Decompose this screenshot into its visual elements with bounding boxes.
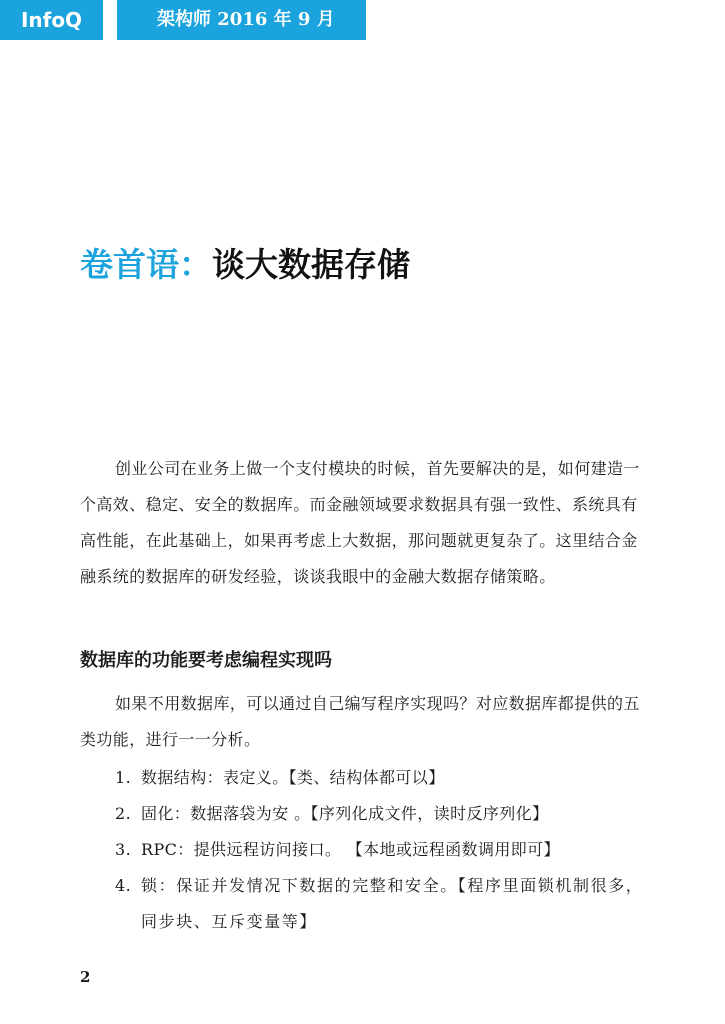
brand-logo: InfoQ — [0, 0, 103, 40]
list-item — [115, 760, 645, 796]
list-item-number: 4. — [115, 876, 132, 895]
section-heading: 数据库的功能要考虑编程实现吗 — [80, 650, 332, 671]
page-number: 2 — [80, 968, 91, 986]
list-item — [115, 832, 645, 868]
issue-label: 架构师 2016 年 9 月 — [117, 0, 366, 40]
list-item-text: 固化：数据落袋为安 。【序列化成文件，读时反序列化】 — [141, 804, 549, 823]
feature-list — [115, 760, 645, 940]
list-item-number: 2. — [115, 804, 132, 823]
list-item-number: 3. — [115, 840, 132, 859]
title-prefix: 卷首语： — [80, 245, 212, 284]
list-item-text: 数据结构：表定义。【类、结构体都可以】 — [141, 768, 445, 787]
list-item — [115, 868, 645, 940]
list-item-text: RPC：提供远程访问接口。 【本地或远程函数调用即可】 — [141, 840, 560, 859]
list-item — [115, 796, 645, 832]
title-main: 谈大数据存储 — [212, 245, 410, 284]
intro-paragraph: 创业公司在业务上做一个支付模块的时候，首先要解决的是，如何建造一个高效、稳定、安全的数据库。而金融领域要求数据具有强一致性、系统具有高性能，在此基础上，如果再考虑上大数据，那问题就更复杂了。这里结合金融系统的数据库的研发经验，谈谈我眼中的金融大数据存储策略。 — [80, 459, 640, 586]
page-title — [80, 242, 410, 288]
list-item-text: 锁：保证并发情况下数据的完整和安全。【程序里面锁机制很多，同步块、互斥变量等】 — [141, 876, 644, 931]
list-item-number: 1. — [115, 768, 132, 787]
section-paragraph: 如果不用数据库，可以通过自己编写程序实现吗？对应数据库都提供的五类功能，进行一一分析。 — [80, 694, 640, 749]
